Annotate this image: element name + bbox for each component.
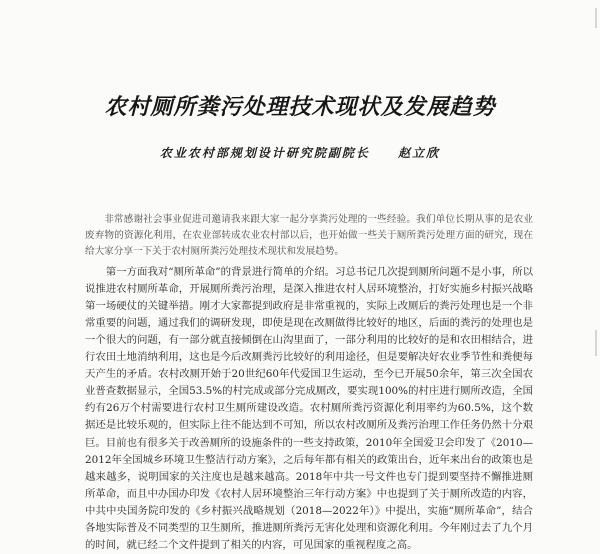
author-affiliation: 农业农村部规划设计研究院副院长 bbox=[159, 146, 370, 160]
author-name: 赵立欣 bbox=[398, 146, 441, 160]
article-body bbox=[85, 212, 533, 554]
paragraph-intro: 非常感谢社会事业促进司邀请我来跟大家一起分享粪污处理的一些经验。我们单位长期从事的是农业废弃物的资源化利用，在农业部转成农业农村部以后，也开始做一些关于厕所粪污处理方面的研究，现在给大家分享一下关于农村厕所粪污处理技术现状和发展趋势。 bbox=[85, 214, 533, 258]
scan-edge-mark bbox=[595, 8, 597, 28]
article-title: 农村厕所粪污处理技术现状及发展趋势 bbox=[104, 94, 496, 120]
scan-edge-mark bbox=[595, 330, 597, 356]
byline bbox=[0, 144, 600, 161]
paragraph-background: 第一方面我对“厕所革命”的背景进行简单的介绍。习总书记几次提到厕所问题不是小事，所以说推进农村厕所革命，开展厕所粪污治理，是深入推进农村人居环境整治，打好实施乡村振兴战略第一场硬仗的关键举措。刚才大家都提到政府是非常重视的，实际上改厕后的粪污处理也是一个非常重要的问题，通过我们的调研发现，即使是现在改厕做得比较好的地区，后面的粪污的处理也是一个很大的问题，有一部分就直接倾倒在山沟里面了，一部分利用的比较好的是和农田相结合，进行农田土地消纳利用，这也是今后改厕粪污比较好的利用途径，但是要解决好农业季节性和粪便每天产生的矛盾。农村改厕开始于20世纪60年代爱国卫生运动，至今已开展50余年，第三次全国农业普查数据显示，全国53.5%的村完成或部分完成厕改，要实现100%的村庄进行厕所改造，全国约有26万个村需要进行农村卫生厕所建设改造。农村厕所粪污资源化利用率约为60.5%，这个数据还是比较乐观的，但实际上往不能达到不可知，所以农村改厕所及粪污治理工作任务仍然十分艰巨。目前也有很多关于改善厕所的设施条件的一些支持政策，2010年全国爱卫会印发了《2010—2012年全国城乡环境卫生整洁行动方案》，之后每年都有相关的政策出台，近年来出台的政策也是越来越多，说明国家的关注度也是越来越高。2018年中共一号文件也专门提到要坚持不懈推进厕所革命，而且中办国办印发《农村人居环境整治三年行动方案》中也提到了关于厕所改造的内容，中共中央国务院印发的《乡村振兴战略规划（2018—2022年）》中提出，实施“厕所革命”，结合各地实际普及不同类型的卫生厕所，推进厕所粪污无害化处理和资源化利用。今年刚过去了九个月的时间，就已经二个文件提到了相关的内容，可见国家的重视程度之高。 bbox=[85, 265, 533, 552]
